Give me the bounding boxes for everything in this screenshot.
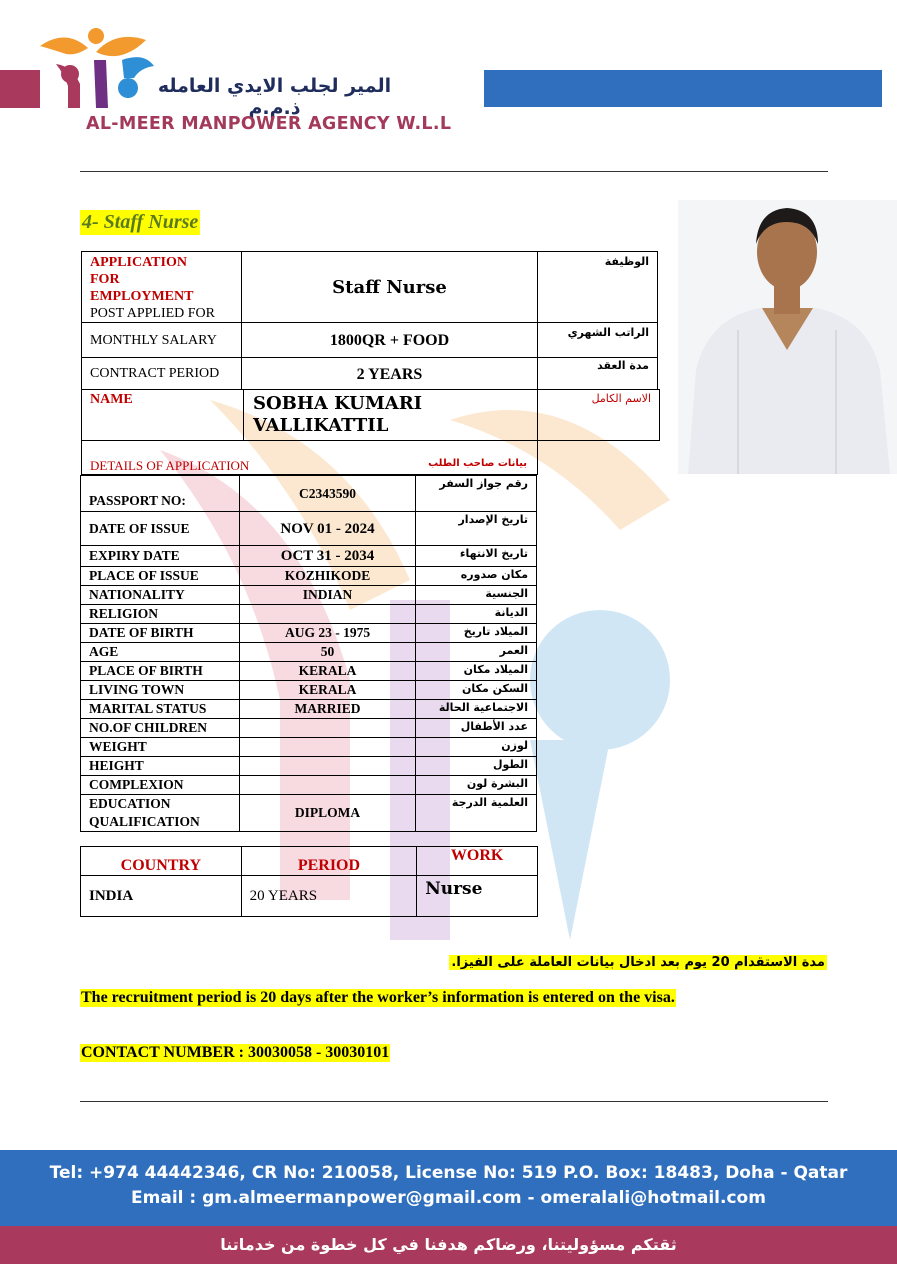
detail-arabic: الاجتماعية الحالة <box>416 700 537 719</box>
recruitment-note-english: The recruitment period is 20 days after the worker’s information is entered on the visa. <box>81 989 675 1006</box>
detail-value: KOZHIKODE <box>239 567 416 586</box>
table-header-row <box>81 847 538 876</box>
detail-arabic: مكان صدوره <box>416 567 537 586</box>
detail-arabic: البشرة لون <box>416 776 537 795</box>
footer-slogan: ثقتكم مسؤوليتنا، ورضاكم هدفنا في كل خطوة من خدماتنا <box>0 1226 897 1264</box>
detail-label: EXPIRY DATE <box>81 546 240 567</box>
detail-value: KERALA <box>239 681 416 700</box>
name-label: NAME <box>81 389 244 441</box>
details-label: DETAILS OF APPLICATION <box>90 458 250 473</box>
detail-label: DATE OF BIRTH <box>81 624 240 643</box>
detail-arabic: السكن مكان <box>416 681 537 700</box>
contact-number: CONTACT NUMBER : 30030058 - 30030101 <box>81 1044 390 1061</box>
table-row <box>81 681 537 700</box>
detail-value <box>239 605 416 624</box>
table-row <box>81 662 537 681</box>
country-header: COUNTRY <box>81 847 242 876</box>
company-name-english: AL-MEER MANPOWER AGENCY W.L.L <box>86 114 452 134</box>
table-row <box>81 719 537 738</box>
label-line: FOR <box>90 272 120 287</box>
salary-label: MONTHLY SALARY <box>81 322 242 358</box>
post-label-cell <box>81 251 242 323</box>
detail-arabic: رقم جواز السفر <box>416 476 537 512</box>
period-header: PERIOD <box>241 847 417 876</box>
contract-label: CONTRACT PERIOD <box>81 357 242 390</box>
table-row <box>81 757 537 776</box>
details-arabic-label: بيانات صاحب الطلب <box>428 458 527 469</box>
detail-label <box>81 795 240 832</box>
table-row <box>81 795 537 832</box>
detail-arabic: الطول <box>416 757 537 776</box>
salary-value: 1800QR + FOOD <box>241 322 538 358</box>
detail-arabic: عدد الأطفال <box>416 719 537 738</box>
table-row <box>81 776 537 795</box>
detail-label: LIVING TOWN <box>81 681 240 700</box>
details-table <box>80 475 537 832</box>
contract-arabic-label: مدة العقد <box>537 357 658 390</box>
table-row <box>81 476 537 512</box>
header-bar-left <box>0 70 40 108</box>
detail-label: WEIGHT <box>81 738 240 757</box>
label-line: EMPLOYMENT <box>90 289 194 304</box>
detail-arabic: الجنسية <box>416 586 537 605</box>
table-row <box>81 643 537 662</box>
detail-label: NATIONALITY <box>81 586 240 605</box>
detail-label: PASSPORT NO: <box>81 476 240 512</box>
name-line: SOBHA KUMARI <box>253 393 423 414</box>
table-row <box>81 605 537 624</box>
post-applied-label: POST APPLIED FOR <box>90 306 216 321</box>
detail-value: 50 <box>239 643 416 662</box>
detail-value: DIPLOMA <box>239 795 416 832</box>
detail-label: PLACE OF ISSUE <box>81 567 240 586</box>
detail-value: MARRIED <box>239 700 416 719</box>
detail-label: PLACE OF BIRTH <box>81 662 240 681</box>
detail-label: DATE OF ISSUE <box>81 512 240 546</box>
bottom-divider <box>80 1101 828 1102</box>
detail-arabic: الميلاد تاريخ <box>416 624 537 643</box>
detail-label: COMPLEXION <box>81 776 240 795</box>
detail-value: KERALA <box>239 662 416 681</box>
table-row <box>81 738 537 757</box>
work-header: WORK <box>417 847 538 876</box>
table-row <box>81 567 537 586</box>
detail-value <box>239 776 416 795</box>
post-value: Staff Nurse <box>241 251 538 323</box>
post-arabic-label: الوظيفة <box>537 251 658 323</box>
detail-arabic: تاريخ الإصدار <box>416 512 537 546</box>
label-line: APPLICATION <box>90 255 187 270</box>
detail-arabic: لوزن <box>416 738 537 757</box>
details-header <box>81 441 538 475</box>
application-label <box>82 252 241 305</box>
detail-value <box>239 738 416 757</box>
company-name-arabic: المير لجلب الايدي العامله ذ.م.م <box>157 75 392 119</box>
footer-contact-bar <box>0 1150 897 1226</box>
detail-arabic: العمر <box>416 643 537 662</box>
table-row <box>81 546 537 567</box>
detail-arabic: الديانة <box>416 605 537 624</box>
detail-value <box>239 757 416 776</box>
detail-label: MARITAL STATUS <box>81 700 240 719</box>
detail-label: HEIGHT <box>81 757 240 776</box>
header-bar-right <box>484 70 882 107</box>
detail-value: NOV 01 - 2024 <box>239 512 416 546</box>
table-row <box>81 700 537 719</box>
salary-arabic-label: الراتب الشهري <box>537 322 658 358</box>
page-title: 4- Staff Nurse <box>82 211 199 233</box>
experience-table <box>80 846 538 917</box>
name-line: VALLIKATTIL <box>253 415 389 436</box>
table-row <box>81 624 537 643</box>
detail-arabic: تاريخ الانتهاء <box>416 546 537 567</box>
period-cell: 20 YEARS <box>241 876 417 917</box>
recruitment-note-arabic: مدة الاستقدام 20 يوم بعد ادخال بيانات العاملة على الفيزا. <box>451 955 825 970</box>
table-row <box>81 512 537 546</box>
detail-value: C2343590 <box>239 476 416 512</box>
table-row <box>81 586 537 605</box>
country-cell: INDIA <box>81 876 242 917</box>
applicant-photo <box>678 200 897 474</box>
detail-value: OCT 31 - 2034 <box>239 546 416 567</box>
label-line: QUALIFICATION <box>89 814 200 829</box>
top-divider <box>80 171 828 172</box>
name-arabic-label: الاسم الكامل <box>537 389 660 441</box>
detail-value: AUG 23 - 1975 <box>239 624 416 643</box>
contract-value: 2 YEARS <box>241 357 538 390</box>
detail-label: RELIGION <box>81 605 240 624</box>
detail-label: NO.OF CHILDREN <box>81 719 240 738</box>
footer-line-email: Email : gm.almeermanpower@gmail.com - omeralali@hotmail.com <box>131 1188 766 1208</box>
footer-line-phone: Tel: +974 44442346, CR No: 210058, License No: 519 P.O. Box: 18483, Doha - Qatar <box>49 1163 848 1183</box>
detail-arabic: الميلاد مكان <box>416 662 537 681</box>
detail-label: AGE <box>81 643 240 662</box>
work-cell: Nurse <box>417 876 538 917</box>
detail-value: INDIAN <box>239 586 416 605</box>
name-value <box>243 389 538 441</box>
table-row <box>81 876 538 917</box>
detail-value <box>239 719 416 738</box>
label-line: EDUCATION <box>89 796 171 811</box>
detail-arabic: العلمية الدرجة <box>416 795 537 832</box>
